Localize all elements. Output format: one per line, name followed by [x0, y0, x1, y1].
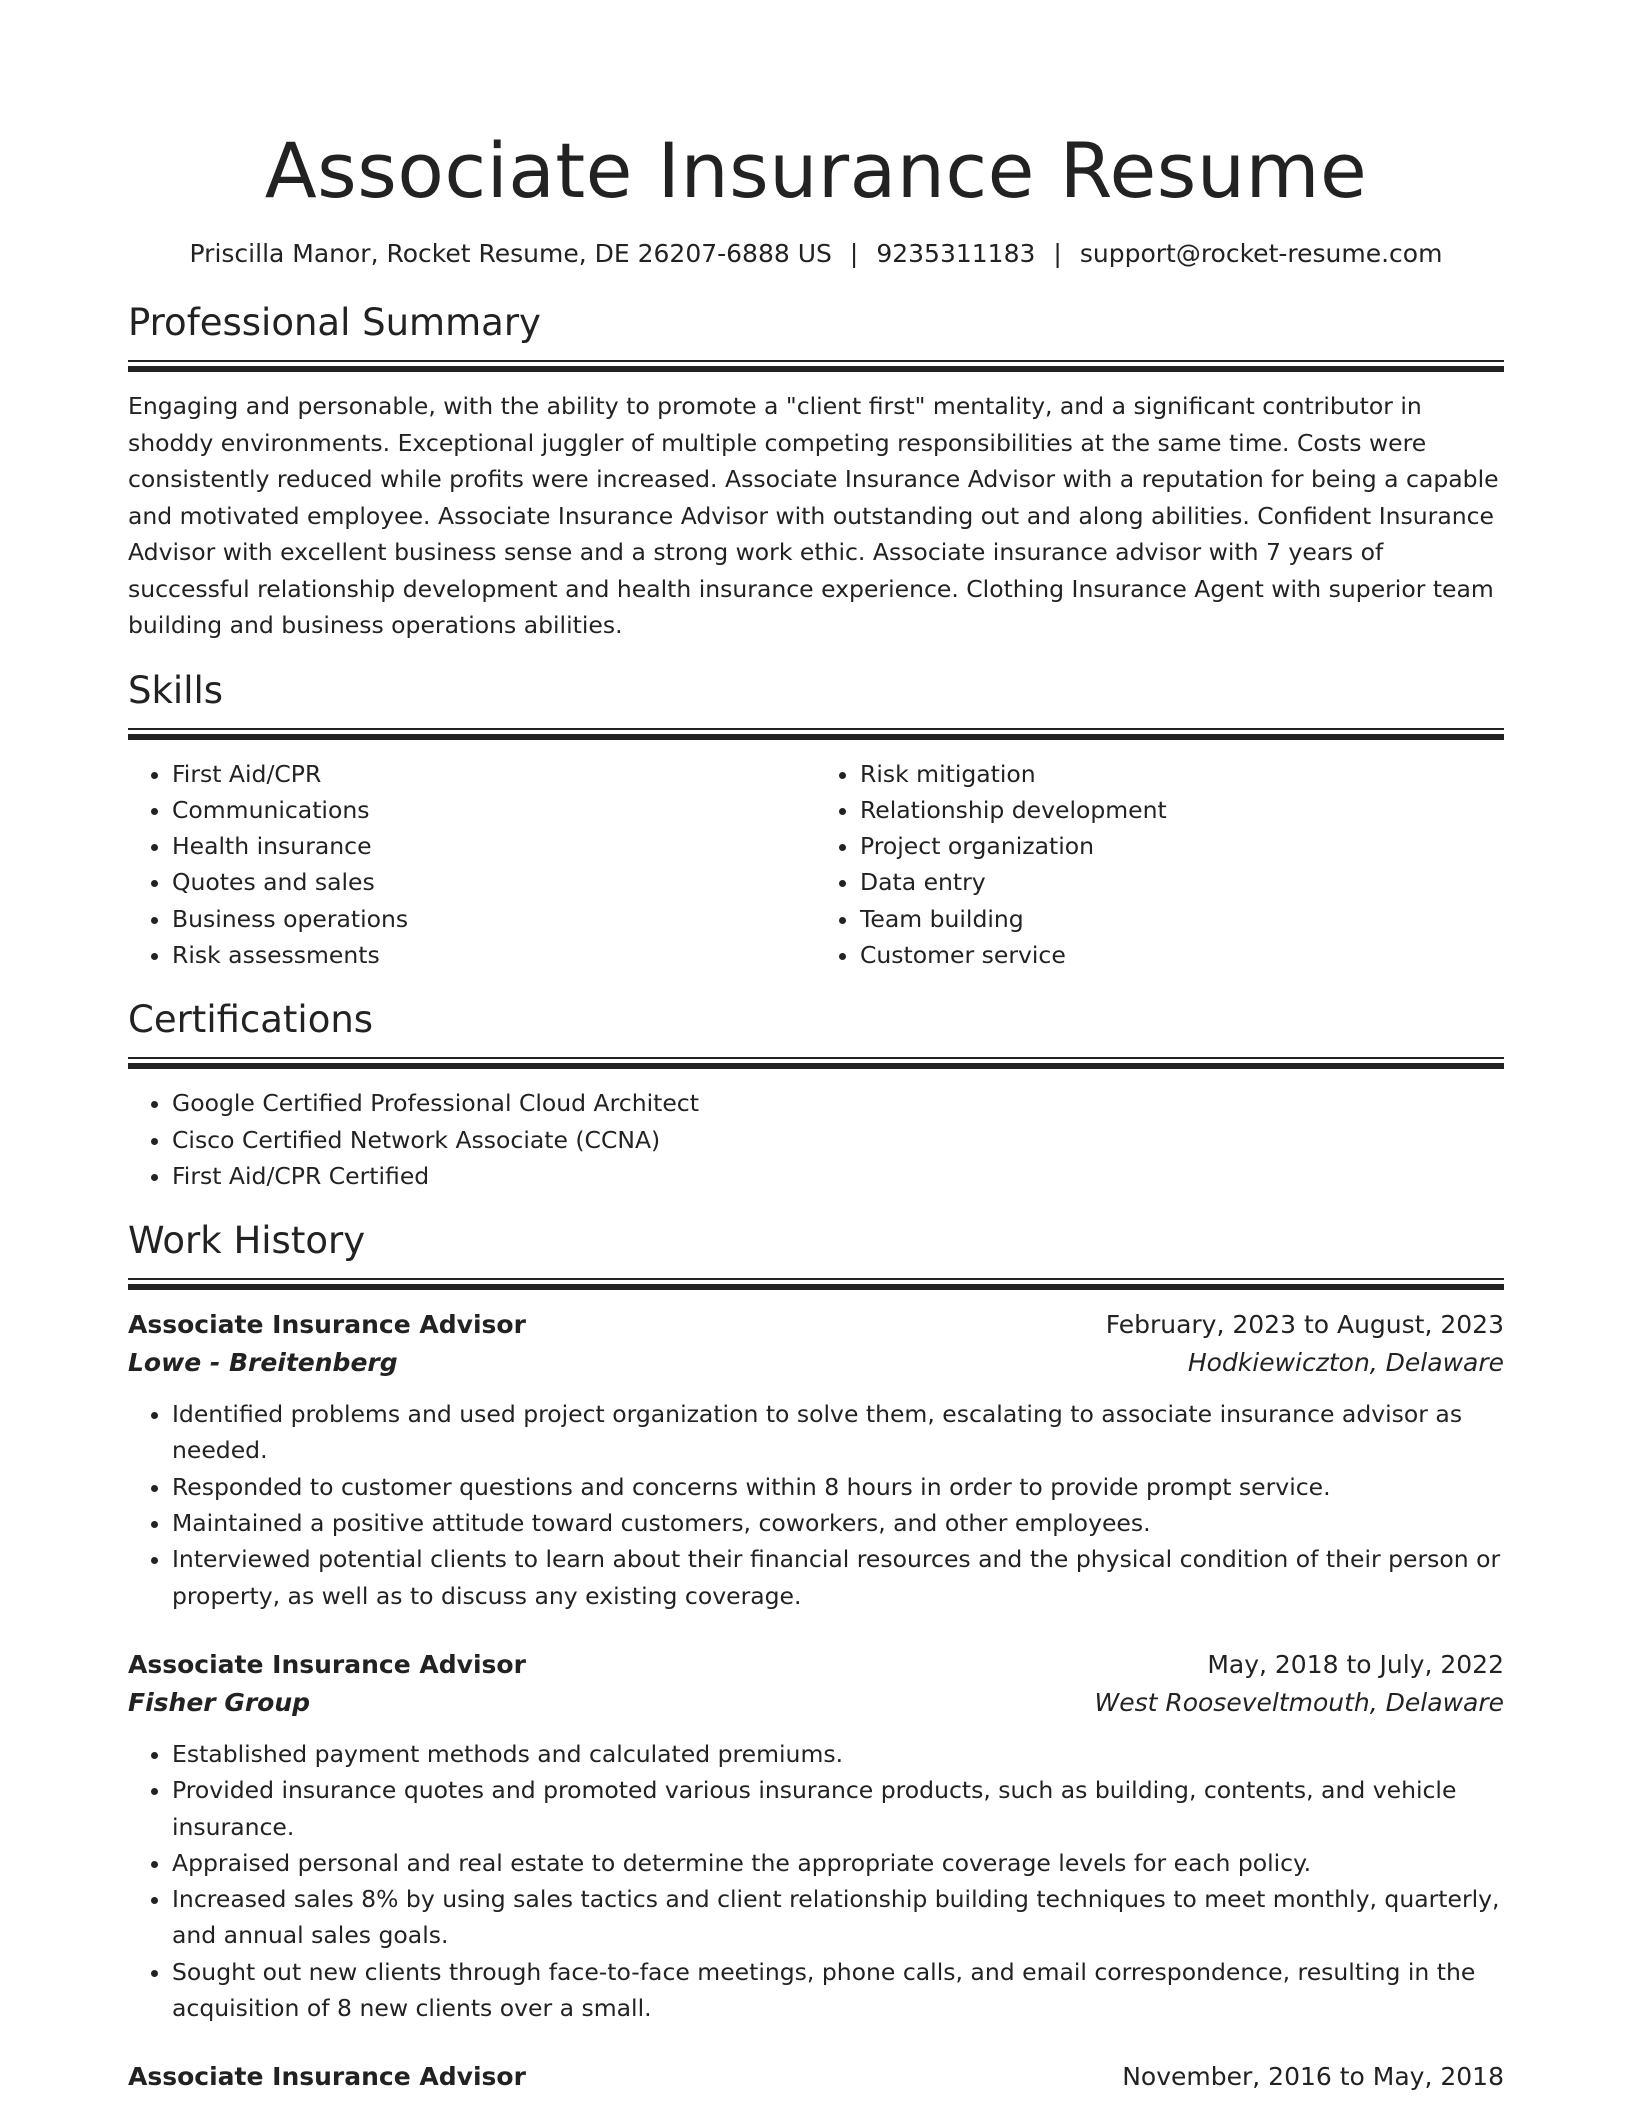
job-dates: February, 2023 to August, 2023 — [1105, 1310, 1504, 1340]
job-title: Associate Insurance Advisor — [128, 1649, 526, 1679]
certification-item: • Google Certified Professional Cloud Architect — [172, 1085, 1504, 1121]
contact-phone: 9235311183 — [876, 239, 1036, 268]
skill-item: • Relationship development — [860, 792, 1504, 828]
job-bullet: • Sought out new clients through face-to-face meetings, phone calls, and email correspondence, resulting in the acquisition of 8 new clients over a small. — [172, 1954, 1504, 2027]
skills-grid — [128, 756, 1504, 974]
job-bullet: • Increased sales 8% by using sales tactics and client relationship building techniques to meet monthly, quarterly, and annual sales goals. — [172, 1881, 1504, 1954]
skill-item: • Health insurance — [172, 828, 816, 864]
work-history-section — [128, 1218, 1504, 2096]
certifications-heading: Certifications — [128, 998, 374, 1042]
certifications-list — [128, 1085, 1504, 1194]
contact-address: Priscilla Manor, Rocket Resume, DE 26207-6888 US — [189, 239, 832, 268]
skill-item: • Quotes and sales — [172, 864, 816, 900]
contact-separator: | — [849, 239, 859, 268]
summary-section — [128, 300, 1504, 644]
job-title: Associate Insurance Advisor — [128, 2062, 526, 2092]
job-company: Fisher Group — [128, 1687, 311, 1717]
job-header — [128, 1306, 1504, 1344]
skills-section — [128, 668, 1504, 974]
job-bullet: • Maintained a positive attitude toward customers, coworkers, and other employees. — [172, 1505, 1504, 1541]
skill-item: • Team building — [860, 901, 1504, 937]
work-history-heading: Work History — [128, 1219, 366, 1263]
certification-item: • Cisco Certified Network Associate (CCNA) — [172, 1122, 1504, 1158]
resume-title: Associate Insurance Resume — [264, 126, 1368, 215]
contact-separator: | — [1053, 239, 1062, 268]
job-entry — [128, 1306, 1504, 1614]
skill-item: • Risk mitigation — [860, 756, 1504, 792]
job-bullet: • Identified problems and used project organization to solve them, escalating to associate insurance advisor as needed. — [172, 1396, 1504, 1469]
job-dates: May, 2018 to July, 2022 — [1207, 1649, 1504, 1679]
job-subheader — [128, 1344, 1504, 1382]
skills-right-list — [816, 756, 1504, 974]
job-bullet: • Established payment methods and calculated premiums. — [172, 1736, 1504, 1772]
certification-item: • First Aid/CPR Certified — [172, 1158, 1504, 1194]
section-divider — [128, 728, 1504, 740]
job-header — [128, 1646, 1504, 1684]
skills-left-list — [128, 756, 816, 974]
job-entry — [128, 2058, 1504, 2096]
skill-item: • Communications — [172, 792, 816, 828]
job-bullet: • Appraised personal and real estate to determine the appropriate coverage levels for each policy. — [172, 1845, 1504, 1881]
job-bullet: • Interviewed potential clients to learn about their financial resources and the physical condition of their person or property, as well as to discuss any existing coverage. — [172, 1541, 1504, 1614]
summary-heading: Professional Summary — [128, 301, 541, 344]
skill-item: • First Aid/CPR — [172, 756, 816, 792]
job-bullets — [128, 1396, 1504, 1614]
job-entry — [128, 1646, 1504, 2026]
job-bullet: • Responded to customer questions and concerns within 8 hours in order to provide prompt service. — [172, 1469, 1504, 1505]
skill-item: • Customer service — [860, 937, 1504, 973]
section-divider — [128, 1278, 1504, 1290]
skill-item: • Business operations — [172, 901, 816, 937]
skill-item: • Data entry — [860, 864, 1504, 900]
skills-heading: Skills — [128, 668, 224, 712]
job-subheader — [128, 1684, 1504, 1722]
skill-item: • Project organization — [860, 828, 1504, 864]
job-dates: November, 2016 to May, 2018 — [1122, 2062, 1504, 2092]
job-bullets — [128, 1736, 1504, 2026]
contact-email: support@rocket-resume.com — [1079, 239, 1443, 268]
job-location: Hodkiewiczton, Delaware — [1187, 1348, 1504, 1378]
summary-text: Engaging and personable, with the ability to promote a "client first" mentality, and a significant contributor in shoddy environments. Exceptional juggler of multiple competing responsibilities at the same time. Costs were consistently reduced while profits were increased. Associate Insurance Advisor with a reputation for being a capable and motivated employee. Associate Insurance Advisor with outstanding out and along abilities. Confident Insurance Advisor with excellent business sense and a strong work ethic. Associate insurance advisor with 7 years of successful relationship development and health insurance experience. Clothing Insurance Agent with superior team building and business operations abilities. — [128, 392, 1499, 639]
skill-item: • Risk assessments — [172, 937, 816, 973]
job-company: Lowe - Breitenberg — [128, 1348, 398, 1378]
certifications-section — [128, 997, 1504, 1194]
contact-line — [128, 238, 1504, 270]
section-divider — [128, 360, 1504, 372]
job-location: West Rooseveltmouth, Delaware — [1094, 1687, 1504, 1717]
job-header — [128, 2058, 1504, 2096]
section-divider — [128, 1057, 1504, 1069]
resume-page — [128, 0, 1504, 2096]
job-title: Associate Insurance Advisor — [128, 1310, 526, 1340]
job-bullet: • Provided insurance quotes and promoted various insurance products, such as building, contents, and vehicle insurance. — [172, 1772, 1504, 1845]
